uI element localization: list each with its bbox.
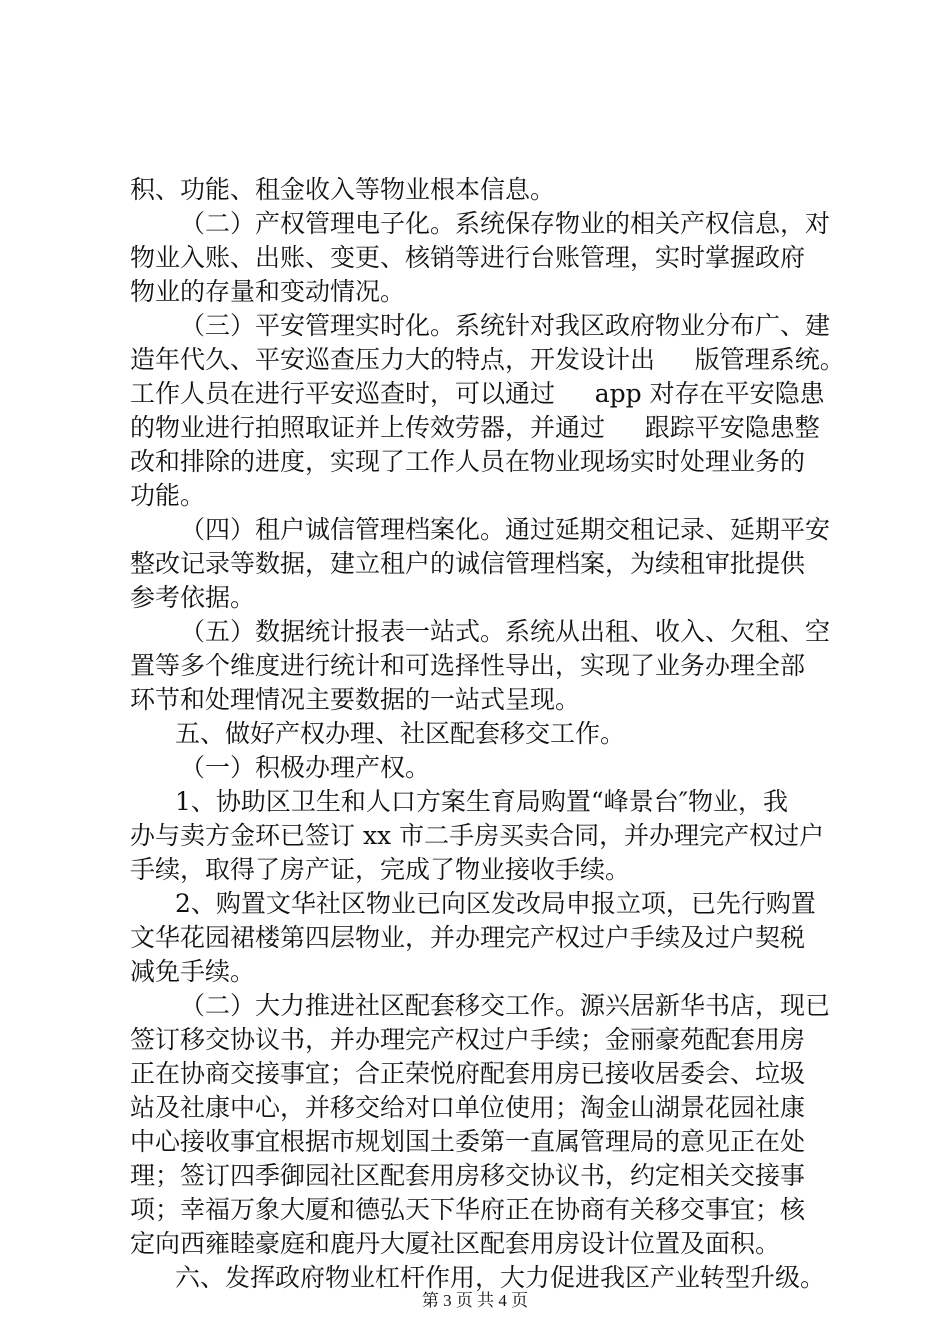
text-line: 站及社康中心，并移交给对口单位使用；淘金山湖景花园社康: [130, 1093, 806, 1122]
text-line: 减免手续。: [130, 957, 256, 986]
text-line: 项；幸福万象大厦和德弘天下华府正在协商有关移交事宜；核: [130, 1195, 806, 1224]
page-number: 第 3 页 共 4 页: [421, 1291, 529, 1310]
text-line: 正在协商交接事宜；合正荣悦府配套用房已接收居委会、垃圾: [130, 1059, 806, 1088]
text-line: 五、做好产权办理、社区配套移交工作。: [175, 719, 626, 748]
page-footer: [0, 1290, 950, 1312]
text-line: 的物业进行拍照取证并上传效劳器，并通过 跟踪平安隐患整: [130, 413, 820, 442]
text-line: 积、功能、租金收入等物业根本信息。: [130, 175, 556, 204]
text-line: （三）平安管理实时化。系统针对我区政府物业分布广、建: [180, 311, 831, 340]
text-line: 改和排除的进度，实现了工作人员在物业现场实时处理业务的: [130, 447, 806, 476]
text-line: 物业入账、出账、变更、核销等进行台账管理，实时掌握政府: [130, 243, 806, 272]
text-line: 环节和处理情况主要数据的一站式呈现。: [130, 685, 581, 714]
text-line: 理；签订四季御园社区配套用房移交协议书，约定相关交接事: [130, 1161, 806, 1190]
text-line: 工作人员在进行平安巡查时，可以通过 app 对存在平安隐患: [130, 379, 825, 408]
text-line: 整改记录等数据，建立租户的诚信管理档案，为续租审批提供: [130, 549, 806, 578]
text-line: （二）产权管理电子化。系统保存物业的相关产权信息，对: [180, 209, 831, 238]
text-line: 签订移交协议书，并办理完产权过户手续；金丽豪苑配套用房: [130, 1025, 806, 1054]
text-line: 置等多个维度进行统计和可选择性导出，实现了业务办理全部: [130, 651, 806, 680]
text-line: 1、协助区卫生和人口方案生育局购置“峰景台″物业，我: [175, 787, 789, 816]
text-line: 六、发挥政府物业杠杆作用，大力促进我区产业转型升级。: [175, 1263, 826, 1292]
text-line: （一）积极办理产权。: [180, 753, 431, 782]
text-line: （五）数据统计报表一站式。系统从出租、收入、欠租、空: [180, 617, 831, 646]
text-line: 文华花园裙楼第四层物业，并办理完产权过户手续及过户契税: [130, 923, 806, 952]
text-line: 物业的存量和变动情况。: [130, 277, 406, 306]
text-line: 定向西雍睦豪庭和鹿丹大厦社区配套用房设计位置及面积。: [130, 1229, 781, 1258]
text-line: 参考依据。: [130, 583, 256, 612]
text-line: 造年代久、平安巡查压力大的特点，开发设计出 版管理系统。: [130, 345, 845, 374]
text-line: 手续，取得了房产证，完成了物业接收手续。: [130, 855, 631, 884]
text-line: 2、购置文华社区物业已向区发改局申报立项，已先行购置: [175, 889, 816, 918]
text-line: 办与卖方金环已签订 xx 市二手房买卖合同，并办理完产权过户: [130, 821, 825, 850]
text-line: 功能。: [130, 481, 206, 510]
text-line: （二）大力推进社区配套移交工作。源兴居新华书店，现已: [180, 991, 831, 1020]
text-line: （四）租户诚信管理档案化。通过延期交租记录、延期平安: [180, 515, 831, 544]
text-line: 中心接收事宜根据市规划国土委第一直属管理局的意见正在处: [130, 1127, 806, 1156]
